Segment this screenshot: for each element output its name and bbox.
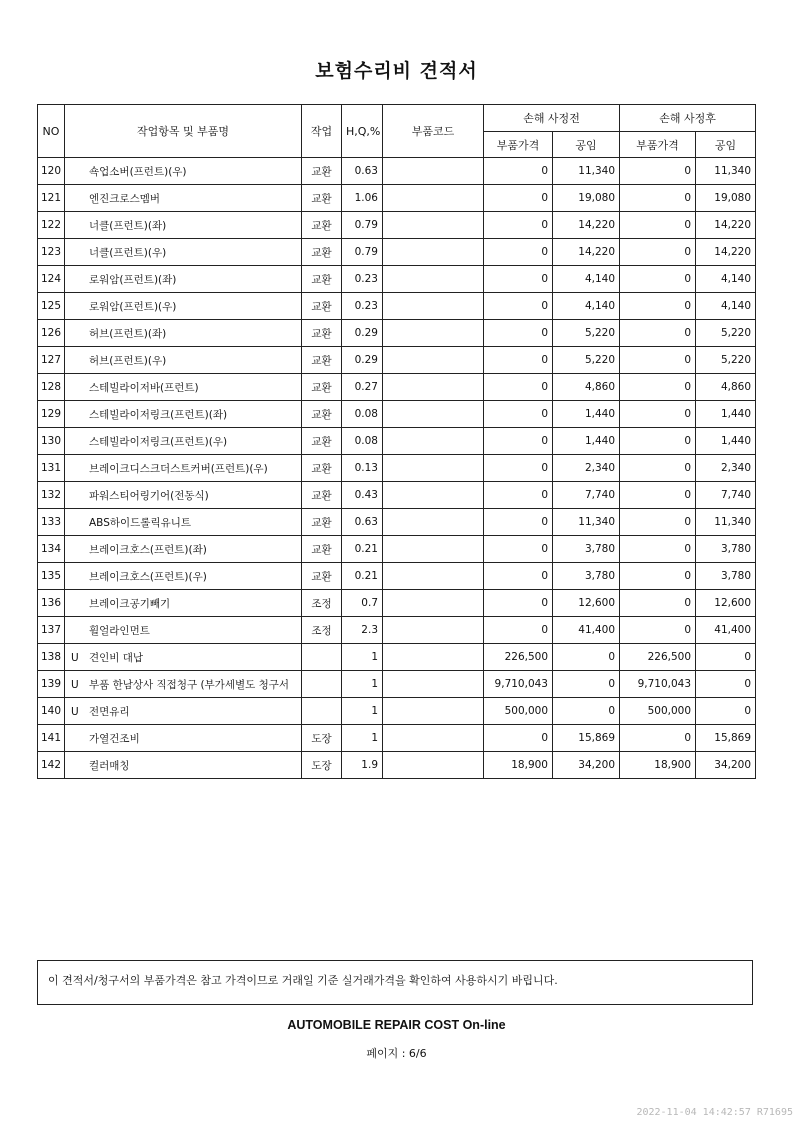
row-code — [383, 347, 484, 374]
table-row — [38, 644, 756, 671]
row-after-labor: 4,140 — [696, 266, 756, 293]
row-work: 교환 — [302, 455, 342, 482]
row-before-labor: 4,140 — [553, 293, 620, 320]
row-before-labor: 3,780 — [553, 563, 620, 590]
row-after-labor: 5,220 — [696, 347, 756, 374]
row-after-part-price: 0 — [620, 455, 696, 482]
row-after-part-price: 18,900 — [620, 752, 696, 779]
row-item — [65, 698, 302, 725]
row-before-part-price: 0 — [484, 455, 553, 482]
row-work: 조정 — [302, 617, 342, 644]
row-item — [65, 536, 302, 563]
row-hq: 1 — [342, 644, 383, 671]
row-item-name: 견인비 대납 — [89, 651, 144, 664]
row-work: 교환 — [302, 320, 342, 347]
row-hq: 0.23 — [342, 266, 383, 293]
header-code: 부품코드 — [383, 105, 484, 158]
row-before-part-price: 0 — [484, 293, 553, 320]
row-work — [302, 671, 342, 698]
row-work: 교환 — [302, 536, 342, 563]
table-row — [38, 725, 756, 752]
row-after-part-price: 0 — [620, 320, 696, 347]
row-no: 135 — [38, 563, 65, 590]
row-before-labor: 4,860 — [553, 374, 620, 401]
row-code — [383, 752, 484, 779]
row-no: 129 — [38, 401, 65, 428]
row-before-part-price: 0 — [484, 401, 553, 428]
table-row — [38, 401, 756, 428]
row-before-part-price: 0 — [484, 374, 553, 401]
row-work: 조정 — [302, 590, 342, 617]
row-no: 137 — [38, 617, 65, 644]
row-after-part-price: 500,000 — [620, 698, 696, 725]
row-after-part-price: 0 — [620, 617, 696, 644]
row-hq: 0.21 — [342, 563, 383, 590]
table-row — [38, 752, 756, 779]
header-before: 손해 사정전 — [484, 105, 620, 132]
row-work: 교환 — [302, 401, 342, 428]
row-after-part-price: 0 — [620, 374, 696, 401]
estimate-rows — [38, 158, 756, 779]
row-no: 125 — [38, 293, 65, 320]
row-after-part-price: 0 — [620, 293, 696, 320]
row-after-part-price: 0 — [620, 725, 696, 752]
row-after-labor: 3,780 — [696, 536, 756, 563]
table-row — [38, 617, 756, 644]
table-row — [38, 482, 756, 509]
row-before-part-price: 0 — [484, 266, 553, 293]
row-work: 교환 — [302, 158, 342, 185]
row-after-labor: 0 — [696, 698, 756, 725]
header-before-part-price: 부품가격 — [484, 132, 553, 158]
row-after-labor: 41,400 — [696, 617, 756, 644]
row-no: 141 — [38, 725, 65, 752]
table-row — [38, 563, 756, 590]
header-hq: H,Q,% — [342, 105, 383, 158]
row-item — [65, 212, 302, 239]
row-after-labor: 14,220 — [696, 239, 756, 266]
row-no: 123 — [38, 239, 65, 266]
row-before-part-price: 0 — [484, 239, 553, 266]
table-row — [38, 185, 756, 212]
row-after-labor: 11,340 — [696, 158, 756, 185]
row-hq: 1 — [342, 698, 383, 725]
row-item-name: 가열건조비 — [89, 732, 140, 745]
row-work: 도장 — [302, 725, 342, 752]
row-work: 교환 — [302, 266, 342, 293]
row-work: 교환 — [302, 482, 342, 509]
row-item — [65, 158, 302, 185]
row-before-part-price: 0 — [484, 158, 553, 185]
row-after-part-price: 0 — [620, 212, 696, 239]
row-no: 133 — [38, 509, 65, 536]
table-row — [38, 536, 756, 563]
row-hq: 0.43 — [342, 482, 383, 509]
row-item — [65, 266, 302, 293]
row-item-name: 너클(프런트)(좌) — [89, 219, 167, 232]
row-after-labor: 12,600 — [696, 590, 756, 617]
row-item — [65, 347, 302, 374]
row-no: 124 — [38, 266, 65, 293]
row-after-labor: 11,340 — [696, 509, 756, 536]
row-before-labor: 14,220 — [553, 239, 620, 266]
row-work: 교환 — [302, 563, 342, 590]
table-row — [38, 266, 756, 293]
document-title: 보험수리비 견적서 — [315, 60, 478, 82]
row-no: 131 — [38, 455, 65, 482]
header-before-labor: 공임 — [553, 132, 620, 158]
row-hq: 1.06 — [342, 185, 383, 212]
row-before-part-price: 0 — [484, 617, 553, 644]
row-item-name: 파워스티어링기어(전동식) — [89, 489, 209, 502]
row-item-name: 로워암(프런트)(좌) — [89, 273, 177, 286]
row-before-labor: 3,780 — [553, 536, 620, 563]
row-before-labor: 12,600 — [553, 590, 620, 617]
row-no: 136 — [38, 590, 65, 617]
row-after-labor: 14,220 — [696, 212, 756, 239]
row-before-labor: 15,869 — [553, 725, 620, 752]
row-item-name: 컬러매칭 — [89, 759, 130, 772]
row-item-name: 전면유리 — [89, 705, 130, 718]
row-before-part-price: 0 — [484, 725, 553, 752]
row-no: 120 — [38, 158, 65, 185]
row-item-name: 로워암(프런트)(우) — [89, 300, 177, 313]
row-after-labor: 0 — [696, 671, 756, 698]
header-after-part-price: 부품가격 — [620, 132, 696, 158]
row-code — [383, 293, 484, 320]
header-after: 손해 사정후 — [620, 105, 756, 132]
row-code — [383, 266, 484, 293]
row-before-labor: 4,140 — [553, 266, 620, 293]
row-no: 126 — [38, 320, 65, 347]
row-item — [65, 644, 302, 671]
row-item — [65, 725, 302, 752]
row-no: 134 — [38, 536, 65, 563]
row-item-name: ABS하이드롤릭유니트 — [89, 516, 192, 529]
row-before-labor: 34,200 — [553, 752, 620, 779]
row-item-name: 스테빌라이저링크(프런트)(좌) — [89, 408, 228, 421]
footer-brand: AUTOMOBILE REPAIR COST On-line — [287, 1018, 506, 1032]
row-code — [383, 509, 484, 536]
row-after-part-price: 226,500 — [620, 644, 696, 671]
row-work: 교환 — [302, 212, 342, 239]
row-item-name: 브레이크디스크더스트커버(프런트)(우) — [89, 462, 268, 475]
table-row — [38, 698, 756, 725]
row-item — [65, 320, 302, 347]
row-before-part-price: 0 — [484, 563, 553, 590]
row-after-labor: 4,860 — [696, 374, 756, 401]
row-before-part-price: 0 — [484, 536, 553, 563]
row-code — [383, 617, 484, 644]
row-code — [383, 401, 484, 428]
row-work: 교환 — [302, 428, 342, 455]
table-row — [38, 455, 756, 482]
table-row — [38, 239, 756, 266]
row-after-part-price: 9,710,043 — [620, 671, 696, 698]
row-hq: 0.08 — [342, 401, 383, 428]
row-no: 132 — [38, 482, 65, 509]
row-code — [383, 644, 484, 671]
row-item-name: 스테빌라이저바(프런트) — [89, 381, 199, 394]
row-hq: 2.3 — [342, 617, 383, 644]
row-code — [383, 428, 484, 455]
row-item — [65, 293, 302, 320]
row-item-name: 너클(프런트)(우) — [89, 246, 167, 259]
row-after-part-price: 0 — [620, 590, 696, 617]
header-item: 작업항목 및 부품명 — [65, 105, 302, 158]
row-after-labor: 34,200 — [696, 752, 756, 779]
row-after-labor: 3,780 — [696, 563, 756, 590]
row-no: 127 — [38, 347, 65, 374]
row-item-name: 브레이크호스(프런트)(좌) — [89, 543, 207, 556]
row-after-part-price: 0 — [620, 347, 696, 374]
row-after-part-price: 0 — [620, 401, 696, 428]
row-hq: 0.79 — [342, 239, 383, 266]
row-after-labor: 5,220 — [696, 320, 756, 347]
row-after-part-price: 0 — [620, 536, 696, 563]
row-before-part-price: 0 — [484, 320, 553, 347]
row-work — [302, 698, 342, 725]
row-before-part-price: 9,710,043 — [484, 671, 553, 698]
row-before-part-price: 500,000 — [484, 698, 553, 725]
row-before-part-price: 0 — [484, 347, 553, 374]
row-hq: 0.79 — [342, 212, 383, 239]
table-row — [38, 671, 756, 698]
row-work: 도장 — [302, 752, 342, 779]
row-flag: U — [71, 705, 79, 718]
row-item — [65, 401, 302, 428]
row-before-labor: 11,340 — [553, 509, 620, 536]
row-work: 교환 — [302, 347, 342, 374]
row-item-name: 엔진크로스멤버 — [89, 192, 161, 205]
row-after-labor: 4,140 — [696, 293, 756, 320]
row-after-part-price: 0 — [620, 482, 696, 509]
print-timestamp: 2022-11-04 14:42:57 R71695 — [636, 1107, 793, 1118]
row-no: 142 — [38, 752, 65, 779]
row-code — [383, 185, 484, 212]
row-code — [383, 212, 484, 239]
row-work: 교환 — [302, 293, 342, 320]
row-hq: 0.13 — [342, 455, 383, 482]
row-hq: 0.63 — [342, 158, 383, 185]
row-item-name: 부품 한남상사 직접청구 (부가세별도 청구서 — [89, 678, 290, 691]
row-after-part-price: 0 — [620, 185, 696, 212]
row-code — [383, 158, 484, 185]
row-no: 140 — [38, 698, 65, 725]
row-after-labor: 7,740 — [696, 482, 756, 509]
row-flag: U — [71, 678, 79, 691]
row-before-labor: 0 — [553, 644, 620, 671]
row-no: 139 — [38, 671, 65, 698]
table-row — [38, 428, 756, 455]
row-before-labor: 11,340 — [553, 158, 620, 185]
row-hq: 0.29 — [342, 320, 383, 347]
row-item-name: 쇽업소버(프런트)(우) — [89, 165, 187, 178]
row-item — [65, 455, 302, 482]
row-before-part-price: 0 — [484, 590, 553, 617]
row-code — [383, 482, 484, 509]
row-code — [383, 590, 484, 617]
table-row — [38, 320, 756, 347]
table-row — [38, 158, 756, 185]
row-before-labor: 41,400 — [553, 617, 620, 644]
row-item — [65, 671, 302, 698]
row-hq: 0.08 — [342, 428, 383, 455]
row-hq: 1 — [342, 671, 383, 698]
row-code — [383, 671, 484, 698]
estimate-table — [37, 104, 756, 779]
row-hq: 0.27 — [342, 374, 383, 401]
row-before-part-price: 18,900 — [484, 752, 553, 779]
row-hq: 1 — [342, 725, 383, 752]
row-item-name: 허브(프런트)(우) — [89, 354, 167, 367]
row-hq: 0.29 — [342, 347, 383, 374]
row-after-part-price: 0 — [620, 428, 696, 455]
table-row — [38, 293, 756, 320]
row-hq: 0.23 — [342, 293, 383, 320]
row-no: 138 — [38, 644, 65, 671]
header-work: 작업 — [302, 105, 342, 158]
row-after-labor: 15,869 — [696, 725, 756, 752]
header-after-labor: 공임 — [696, 132, 756, 158]
row-hq: 0.7 — [342, 590, 383, 617]
row-item — [65, 617, 302, 644]
row-after-labor: 2,340 — [696, 455, 756, 482]
row-no: 130 — [38, 428, 65, 455]
row-before-part-price: 0 — [484, 428, 553, 455]
row-item-name: 휠얼라인먼트 — [89, 624, 150, 637]
row-hq: 0.21 — [342, 536, 383, 563]
row-flag: U — [71, 651, 79, 664]
row-item-name: 브레이크공기빼기 — [89, 597, 171, 610]
row-item-name: 스테빌라이저링크(프런트)(우) — [89, 435, 228, 448]
row-before-labor: 1,440 — [553, 428, 620, 455]
row-code — [383, 455, 484, 482]
table-row — [38, 509, 756, 536]
row-item — [65, 482, 302, 509]
row-item — [65, 590, 302, 617]
row-item-name: 브레이크호스(프런트)(우) — [89, 570, 207, 583]
row-after-part-price: 0 — [620, 266, 696, 293]
row-hq: 1.9 — [342, 752, 383, 779]
table-row — [38, 212, 756, 239]
row-item — [65, 374, 302, 401]
row-code — [383, 239, 484, 266]
table-row — [38, 347, 756, 374]
row-before-labor: 14,220 — [553, 212, 620, 239]
row-no: 122 — [38, 212, 65, 239]
price-notice: 이 견적서/청구서의 부품가격은 참고 가격이므로 거래일 기준 실거래가격을 확인하여 사용하시기 바립니다. — [37, 960, 753, 1005]
row-hq: 0.63 — [342, 509, 383, 536]
page-number: 페이지 : 6/6 — [366, 1047, 427, 1060]
row-before-labor: 0 — [553, 671, 620, 698]
row-work — [302, 644, 342, 671]
row-before-labor: 7,740 — [553, 482, 620, 509]
row-code — [383, 320, 484, 347]
row-before-labor: 1,440 — [553, 401, 620, 428]
row-item — [65, 509, 302, 536]
table-row — [38, 374, 756, 401]
row-after-part-price: 0 — [620, 509, 696, 536]
row-work: 교환 — [302, 509, 342, 536]
row-item — [65, 563, 302, 590]
row-before-labor: 19,080 — [553, 185, 620, 212]
row-item — [65, 752, 302, 779]
row-before-labor: 5,220 — [553, 347, 620, 374]
row-after-labor: 19,080 — [696, 185, 756, 212]
row-after-labor: 1,440 — [696, 401, 756, 428]
row-before-part-price: 0 — [484, 509, 553, 536]
row-before-part-price: 0 — [484, 482, 553, 509]
row-work: 교환 — [302, 374, 342, 401]
row-before-part-price: 0 — [484, 212, 553, 239]
header-no: NO — [38, 105, 65, 158]
row-item-name: 허브(프런트)(좌) — [89, 327, 167, 340]
row-no: 121 — [38, 185, 65, 212]
row-code — [383, 374, 484, 401]
row-code — [383, 536, 484, 563]
row-after-part-price: 0 — [620, 563, 696, 590]
row-before-labor: 2,340 — [553, 455, 620, 482]
row-before-part-price: 0 — [484, 185, 553, 212]
row-work: 교환 — [302, 185, 342, 212]
row-before-labor: 0 — [553, 698, 620, 725]
row-code — [383, 563, 484, 590]
row-after-labor: 1,440 — [696, 428, 756, 455]
row-no: 128 — [38, 374, 65, 401]
row-before-part-price: 226,500 — [484, 644, 553, 671]
row-work: 교환 — [302, 239, 342, 266]
row-item — [65, 185, 302, 212]
row-before-labor: 5,220 — [553, 320, 620, 347]
row-code — [383, 698, 484, 725]
row-item — [65, 428, 302, 455]
row-code — [383, 725, 484, 752]
row-item — [65, 239, 302, 266]
row-after-labor: 0 — [696, 644, 756, 671]
row-after-part-price: 0 — [620, 239, 696, 266]
table-row — [38, 590, 756, 617]
row-after-part-price: 0 — [620, 158, 696, 185]
